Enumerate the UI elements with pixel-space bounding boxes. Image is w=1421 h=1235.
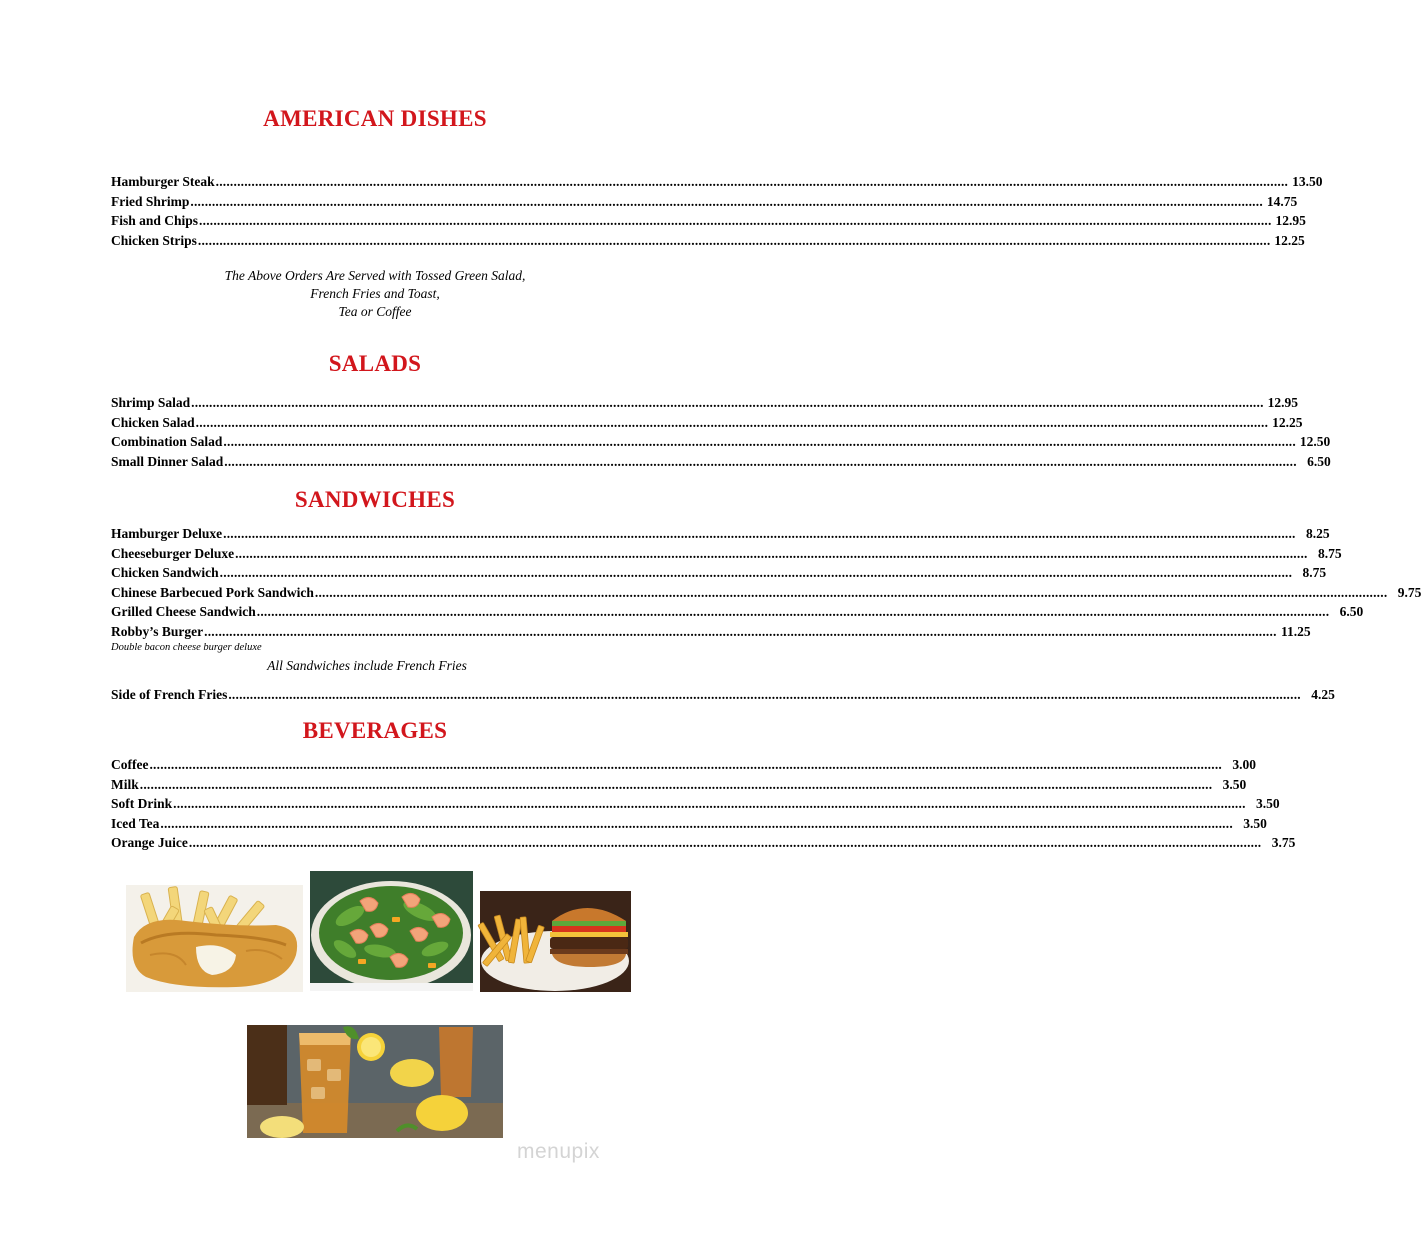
section-title-beverages: BEVERAGES xyxy=(302,718,448,743)
item-price: 3.50 xyxy=(1222,776,1247,792)
item-name: Robby’s Burger xyxy=(111,623,204,639)
menu-item: Shrimp Salad ............................................................................................................................................................................................................................................................................................................ 12.95 xyxy=(111,393,691,413)
item-price: 14.75 xyxy=(1266,193,1298,209)
menu-item: Chicken Strips ............................................................................................................................................................................................................................................................................................................ 12.25 xyxy=(111,231,691,251)
item-price: 12.95 xyxy=(1275,213,1306,228)
item-name: Soft Drink xyxy=(111,796,173,811)
menu-item: Side of French Fries ............................................................................................................................................................................................................................................................................................................ 4.25 xyxy=(111,685,691,705)
iced-tea-photo xyxy=(247,1025,503,1138)
menu-item: Iced Tea ............................................................................................................................................................................................................................................................................................................ 3.50 xyxy=(111,814,691,834)
side-list xyxy=(111,685,1335,705)
menu-item: Cheeseburger Deluxe ............................................................................................................................................................................................................................................................................................................ 8.75 xyxy=(111,544,691,564)
item-price: 3.50 xyxy=(1256,796,1280,811)
note-line: French Fries and Toast, xyxy=(310,286,440,301)
item-price: 12.95 xyxy=(1267,395,1299,410)
salads-list xyxy=(111,393,1331,471)
item-name: Shrimp Salad xyxy=(111,395,191,410)
item-price: 13.50 xyxy=(1292,174,1323,189)
robbys-burger-note: Double bacon cheese burger deluxe xyxy=(111,642,262,653)
item-name: Chicken Sandwich xyxy=(111,565,219,580)
item-name: Milk xyxy=(111,776,139,792)
item-name: Grilled Cheese Sandwich xyxy=(111,604,256,619)
section-title-salads: SALADS xyxy=(328,351,422,376)
item-price: 8.25 xyxy=(1306,526,1330,541)
menu-item: Combination Salad ............................................................................................................................................................................................................................................................................................................ 12.50 xyxy=(111,432,691,452)
american-dishes-list xyxy=(111,172,1323,250)
menu-item: Hamburger Steak ............................................................................................................................................................................................................................................................................................................ 13.50 xyxy=(111,172,691,192)
item-name: Cheeseburger Deluxe xyxy=(111,545,235,561)
item-price: 8.75 xyxy=(1302,565,1327,580)
note-line: Tea or Coffee xyxy=(338,304,412,319)
menu-item: Grilled Cheese Sandwich ............................................................................................................................................................................................................................................................................................................ 6.50 xyxy=(111,602,691,622)
menu-item: Chinese Barbecued Pork Sandwich ............................................................................................................................................................................................................................................................................................................ 9.75 xyxy=(111,583,691,603)
item-price: 12.25 xyxy=(1272,414,1303,430)
sandwiches-note: All Sandwiches include French Fries xyxy=(267,658,467,673)
menu-item: Hamburger Deluxe ............................................................................................................................................................................................................................................................................................................ 8.25 xyxy=(111,524,691,544)
item-name: Chicken Strips xyxy=(111,232,197,248)
item-price: 11.25 xyxy=(1281,623,1311,639)
watermark: menupix xyxy=(517,1140,600,1163)
menu-item: Small Dinner Salad ............................................................................................................................................................................................................................................................................................................ 6.50 xyxy=(111,452,691,472)
item-name: Chinese Barbecued Pork Sandwich xyxy=(111,584,314,600)
menu-item: Coffee ............................................................................................................................................................................................................................................................................................................ 3.00 xyxy=(111,755,691,775)
menu-item: Fried Shrimp ............................................................................................................................................................................................................................................................................................................ 14.75 xyxy=(111,192,691,212)
item-price: 12.50 xyxy=(1299,434,1331,449)
beverages-list xyxy=(111,755,1296,853)
item-name: Fried Shrimp xyxy=(111,193,190,209)
item-price: 6.50 xyxy=(1339,604,1364,619)
item-name: Chicken Salad xyxy=(111,414,195,430)
section-title-sandwiches: SANDWICHES xyxy=(294,487,456,512)
item-price: 8.75 xyxy=(1317,545,1342,561)
item-name: Orange Juice xyxy=(111,835,188,850)
item-price: 3.00 xyxy=(1232,757,1256,772)
menu-item: Orange Juice ............................................................................................................................................................................................................................................................................................................ 3.75 xyxy=(111,833,691,853)
section-title-american-dishes: AMERICAN DISHES xyxy=(263,106,487,131)
item-price: 3.50 xyxy=(1243,815,1267,831)
item-price: 4.25 xyxy=(1311,687,1335,702)
menu-item: Robby’s Burger ............................................................................................................................................................................................................................................................................................................ 11.25 xyxy=(111,622,691,642)
menu-item: Chicken Sandwich ............................................................................................................................................................................................................................................................................................................ 8.75 xyxy=(111,563,691,583)
item-name: Side of French Fries xyxy=(111,687,228,702)
menu-item: Fish and Chips ............................................................................................................................................................................................................................................................................................................ 12.95 xyxy=(111,211,691,231)
note-line: The Above Orders Are Served with Tossed Green Salad, xyxy=(224,268,526,283)
item-name: Hamburger Deluxe xyxy=(111,526,223,541)
menu-item: Chicken Salad ............................................................................................................................................................................................................................................................................................................ 12.25 xyxy=(111,413,691,433)
item-price: 9.75 xyxy=(1397,584,1421,600)
item-name: Combination Salad xyxy=(111,434,223,449)
american-dishes-note xyxy=(0,267,750,321)
burger-and-fries-photo xyxy=(480,891,631,992)
item-name: Iced Tea xyxy=(111,815,160,831)
sandwiches-list xyxy=(111,524,1421,641)
item-name: Fish and Chips xyxy=(111,213,199,228)
item-price: 3.75 xyxy=(1271,835,1296,850)
fish-and-chips-photo xyxy=(126,885,303,992)
item-price: 12.25 xyxy=(1274,232,1305,248)
item-name: Hamburger Steak xyxy=(111,174,215,189)
item-name: Coffee xyxy=(111,757,149,772)
menu-item: Milk ............................................................................................................................................................................................................................................................................................................ 3.50 xyxy=(111,775,691,795)
item-price: 6.50 xyxy=(1307,453,1331,469)
shrimp-salad-photo xyxy=(310,871,473,991)
menu-item: Soft Drink ............................................................................................................................................................................................................................................................................................................ 3.50 xyxy=(111,794,691,814)
item-name: Small Dinner Salad xyxy=(111,453,224,469)
